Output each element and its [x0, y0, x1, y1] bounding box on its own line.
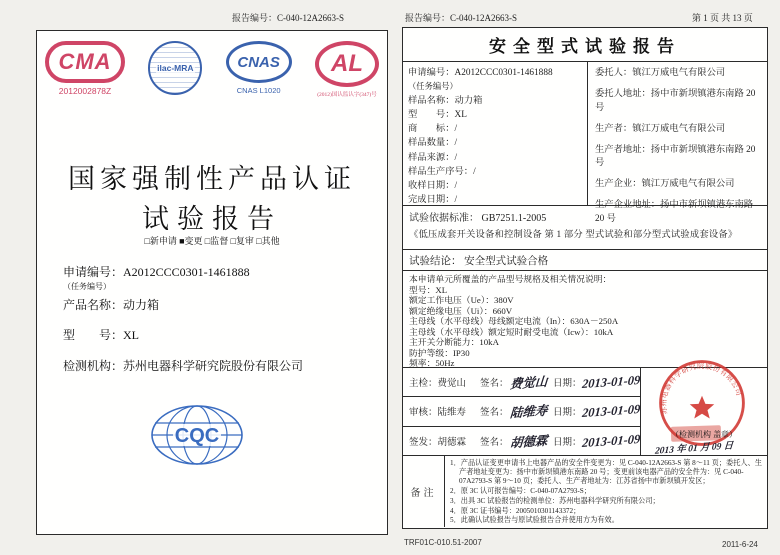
sample-info-line: 完成日期：/ — [408, 194, 458, 205]
test-conclusion: 试验结论： 安全型式试验合格 — [403, 250, 767, 271]
right-page — [402, 27, 768, 529]
ilac-mra-logo — [148, 41, 202, 95]
sample-info-line: 样品数量：/ — [408, 138, 458, 149]
spec-line: 主开关分断能力：10kA — [409, 337, 499, 348]
chief-inspector-row — [403, 368, 640, 397]
ilac-label: ilac-MRA — [157, 63, 194, 73]
cma-number: 2012002878Z — [58, 86, 112, 96]
remark-item: 1．产品认证变更申请书上电器产品的安全件变更为：见 C-040-12A2663-S 第 8～11 页；委托人、生产者地址变更为：扬中市新坝镇港东南路 20 号；变更前该电器产品的安全件为：见 C-040-07A2793-S 第 9～10 页；委托人、生产者地址为：江苏省扬中市新坝镇开发区； — [450, 459, 762, 485]
al-accreditation-number: (2012)国认监认字(347)号 — [317, 92, 377, 98]
sample-info-line: 商 标：/ — [408, 124, 458, 135]
cma-logo — [45, 41, 125, 96]
approver-name: 签发：胡德霖 — [409, 438, 467, 449]
chief-inspector-signature: 费觉山 — [509, 374, 548, 392]
sample-info-line: 型 号：XL — [408, 110, 467, 121]
sample-info-line: （任务编号） — [408, 82, 458, 92]
ilac-globe-icon — [148, 41, 202, 95]
task-number-note: （任务编号） — [63, 282, 111, 291]
left-report-number: 报告编号：C-040-12A2663-S — [232, 13, 344, 23]
spec-line: 额定工作电压（Ue）：380V — [409, 295, 514, 306]
cnas-accreditation-number: CNAS L1020 — [236, 86, 281, 95]
sample-info-column — [403, 62, 588, 205]
seal-ring-text: 苏州电器科学研究院股份有限公司 — [659, 362, 744, 415]
spec-line: 主母线（水平母线）额定短时耐受电流（Icw）：10kA — [409, 326, 614, 337]
al-oval-icon: AL — [315, 41, 379, 87]
remark-item: 5．此确认试验报告与原试验报告合并使用方为有效。 — [450, 516, 619, 525]
party-info-line: 生产者地址：扬中市新坝镇港东南路 20 号 — [595, 144, 756, 168]
reviewer-signature: 陆维寿 — [509, 404, 548, 421]
chief-inspector-date: 2013-01-09 — [581, 372, 641, 391]
party-info-line: 生产企业：镇江万威电气有限公司 — [595, 179, 735, 189]
sample-info-line: 申请编号：A2012CCC0301-1461888 — [408, 68, 553, 78]
test-standard-title: 《低压成套开关设备和控制设备 第 1 部分 型式试验和部分型式试验成套设备》 — [409, 230, 738, 240]
right-page-title: 安全型式试验报告 — [403, 28, 767, 62]
cnas-logo — [226, 41, 292, 95]
report-title-line2: 试验报告 — [142, 204, 282, 234]
cma-badge-icon: CMA — [45, 41, 125, 83]
sample-info-line: 收样日期：/ — [408, 180, 458, 191]
seal-caption: （检测机构 盖章） — [671, 430, 737, 439]
form-number-footer: TRF01C-010.51-2007 — [404, 538, 482, 547]
spec-line: 本申请单元所覆盖的产品型号规格及相关情况说明： — [409, 274, 612, 284]
seal-handwritten-date: 2013 年 01 月 09 日 — [654, 441, 734, 457]
testing-organization: 检测机构：苏州电器科学研究院股份有限公司 — [63, 359, 304, 373]
party-info-line: 生产者：镇江万威电气有限公司 — [595, 123, 726, 134]
date-label: 日期： — [553, 379, 582, 390]
footer-date: 2011-6-24 — [722, 540, 758, 549]
cqc-globe-icon — [149, 403, 245, 467]
test-standard-line: 试验依据标准： GB7251.1-2005 — [409, 213, 547, 224]
remarks-label: 备注 — [403, 456, 445, 527]
remarks-body — [445, 456, 767, 527]
cqc-logo — [149, 403, 245, 472]
seal-cell — [641, 362, 767, 457]
date-label: 日期： — [553, 408, 582, 419]
product-name: 产品名称：动力箱 — [63, 298, 160, 312]
signature-label: 签名： — [480, 408, 509, 419]
signature-rows — [403, 368, 641, 455]
product-specs-section — [403, 271, 767, 368]
party-info-column — [588, 62, 767, 224]
right-report-number: 报告编号：C-040-12A2663-S — [405, 13, 517, 23]
model-number: 型 号：XL — [63, 328, 139, 342]
spec-line: 主母线（水平母线）母线额定电流（In）：630A－250A — [409, 316, 619, 327]
reviewer-row — [403, 397, 640, 426]
spec-line: 防护等级：IP30 — [409, 347, 470, 358]
left-page — [36, 30, 388, 535]
al-logo — [315, 41, 379, 98]
signature-label: 签名： — [480, 438, 509, 449]
remark-item: 4．原 3C 证书编号：2005010301143372； — [450, 506, 581, 515]
remarks-section — [403, 456, 767, 527]
spec-line: 频率：50Hz — [409, 358, 455, 369]
test-standard-section — [403, 206, 767, 250]
cnas-oval-icon: CNAS — [226, 41, 292, 83]
approver-row — [403, 427, 640, 456]
sample-info-line: 样品来源：/ — [408, 152, 458, 163]
spec-line: 型号：XL — [409, 284, 448, 295]
spec-line: 额定绝缘电压（Ui）：660V — [409, 305, 513, 316]
signature-label: 签名： — [480, 379, 509, 390]
reviewer-date: 2013-01-09 — [581, 401, 641, 421]
date-label: 日期： — [553, 438, 582, 449]
application-number: 申请编号：A2012CCC0301-1461888 — [63, 265, 250, 279]
sample-info-line: 样品名称：动力箱 — [408, 96, 483, 107]
remark-item: 2．原 3C 认可报告编号：C-040-07A2793-S； — [450, 486, 591, 495]
approver-signature: 胡德霖 — [509, 433, 548, 451]
reviewer-name: 审核：陆维寿 — [409, 408, 467, 419]
remark-item: 3．出具 3C 试验报告的检测单位：苏州电器科学研究所有限公司； — [450, 496, 660, 505]
report-type-checkboxes: □新申请 ■变更 □监督 □复审 □其他 — [144, 236, 280, 246]
party-info-line: 生产企业地址：扬中市新坝镇港东南路 20 号 — [595, 200, 754, 224]
report-title-line1: 国家强制性产品认证 — [68, 164, 356, 194]
party-info-line: 委托人：镇江万威电气有限公司 — [595, 68, 726, 78]
party-info-line: 委托人地址：扬中市新坝镇港东南路 20 号 — [595, 89, 756, 113]
cqc-text: CQC — [174, 425, 220, 447]
seal-star-icon — [690, 396, 714, 419]
page-number: 第 1 页 共 13 页 — [692, 13, 753, 23]
accreditation-logos — [45, 41, 379, 98]
chief-inspector-name: 主检：费觉山 — [409, 379, 467, 390]
approver-date: 2013-01-09 — [581, 431, 641, 450]
sample-info-line: 样品生产序号：/ — [408, 166, 476, 177]
